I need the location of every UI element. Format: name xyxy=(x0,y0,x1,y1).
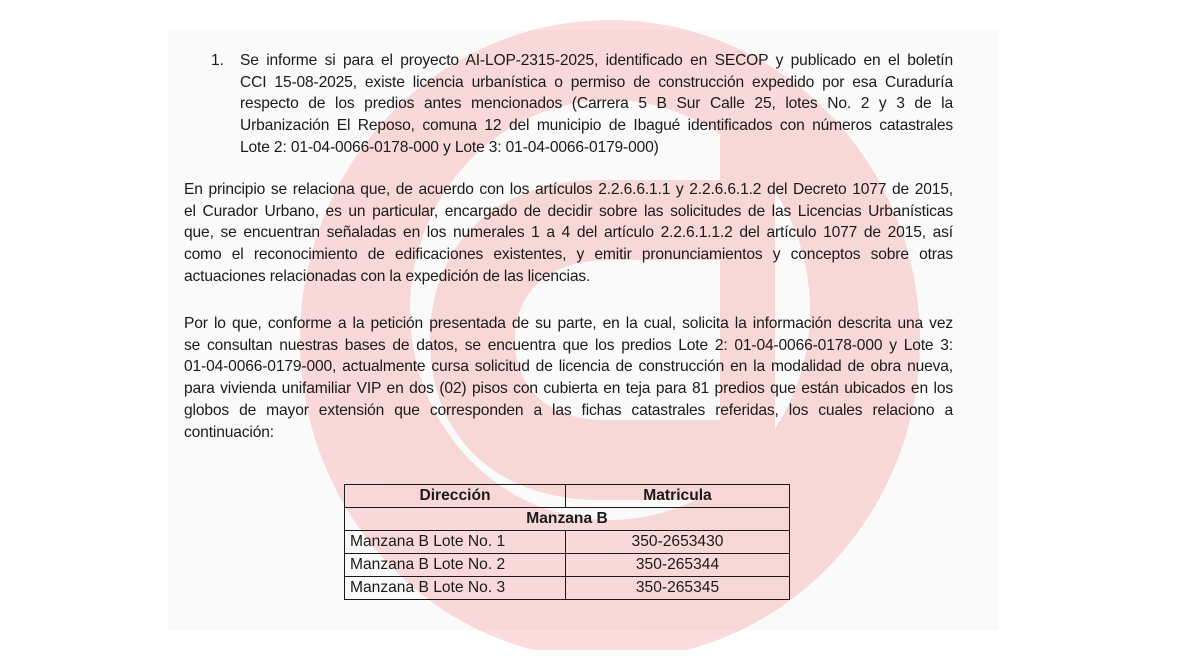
text-line: continuación: xyxy=(184,423,274,441)
text-line: 01-04-0066-0179-000, actualmente cursa solicitud de licencia de construcción en la modalidad de obra nueva, xyxy=(184,358,953,376)
cell-direccion: Manzana B Lote No. 3 xyxy=(345,577,566,600)
text-line: el Curador Urbano, es un particular, encargado de decidir sobre las solicitudes de las Licencias Urbanísticas xyxy=(184,202,953,220)
header-matricula: Matricula xyxy=(566,485,790,508)
list-item-text xyxy=(240,50,953,159)
paragraph-conforme xyxy=(184,313,953,443)
text-line: CCI 15-08-2025, existe licencia urbanística o permiso de construcción expedido por esa Curaduría xyxy=(240,73,953,91)
text-line: globos de mayor extensión que corresponden a las fichas catastrales referidas, los cuales relaciono a xyxy=(184,401,953,419)
table-group-row xyxy=(345,508,790,531)
text-line: se consultan nuestras bases de datos, se encuentra que los predios Lote 2: 01-04-0066-0178-000 y Lote 3: xyxy=(184,336,953,354)
table-row xyxy=(345,554,790,577)
text-line: En principio se relaciona que, de acuerdo con los artículos 2.2.6.6.1.1 y 2.2.6.6.1.2 del Decreto 1077 de 2015, xyxy=(184,181,953,198)
group-label: Manzana B xyxy=(345,508,790,531)
text-line: Lote 2: 01-04-0066-0178-000 y Lote 3: 01-04-0066-0179-000) xyxy=(240,138,659,156)
text-line: como el reconocimiento de edificaciones existentes, y emitir pronunciamientos y conceptos sobre otras xyxy=(184,246,953,264)
text-line: para vivienda unifamiliar VIP en dos (02) pisos con cubierta en teja para 81 predios que están ubicados en los xyxy=(184,380,953,398)
cell-matricula: 350-2653430 xyxy=(566,531,790,554)
text-line: Se informe si para el proyecto AI-LOP-2315-2025, identificado en SECOP y publicado en el boletín xyxy=(240,52,953,69)
table-header-row xyxy=(345,485,790,508)
list-number: 1. xyxy=(211,52,225,69)
text-line: actuaciones relacionadas con la expedición de las licencias. xyxy=(184,267,591,285)
cell-matricula: 350-265344 xyxy=(566,554,790,577)
text-line: Por lo que, conforme a la petición presentada de su parte, en la cual, solicita la información descrita una vez xyxy=(184,315,953,332)
table-row xyxy=(345,531,790,554)
cell-direccion: Manzana B Lote No. 1 xyxy=(345,531,566,554)
header-direccion: Dirección xyxy=(345,485,566,508)
text-line: respecto de los predios antes mencionados (Carrera 5 B Sur Calle 25, lotes No. 2 y 3 de la xyxy=(240,95,953,113)
text-line: que, se encuentran señaladas en los numerales 1 a 4 del artículo 2.2.6.1.1.2 del artículo 1077 de 2015, así xyxy=(184,224,953,242)
table-row xyxy=(345,577,790,600)
cell-direccion: Manzana B Lote No. 2 xyxy=(345,554,566,577)
cell-matricula: 350-265345 xyxy=(566,577,790,600)
parcels-table xyxy=(344,484,790,600)
paragraph-principio xyxy=(184,179,953,288)
text-line: Urbanización El Reposo, comuna 12 del municipio de Ibagué identificados con números catastrales xyxy=(240,117,953,135)
